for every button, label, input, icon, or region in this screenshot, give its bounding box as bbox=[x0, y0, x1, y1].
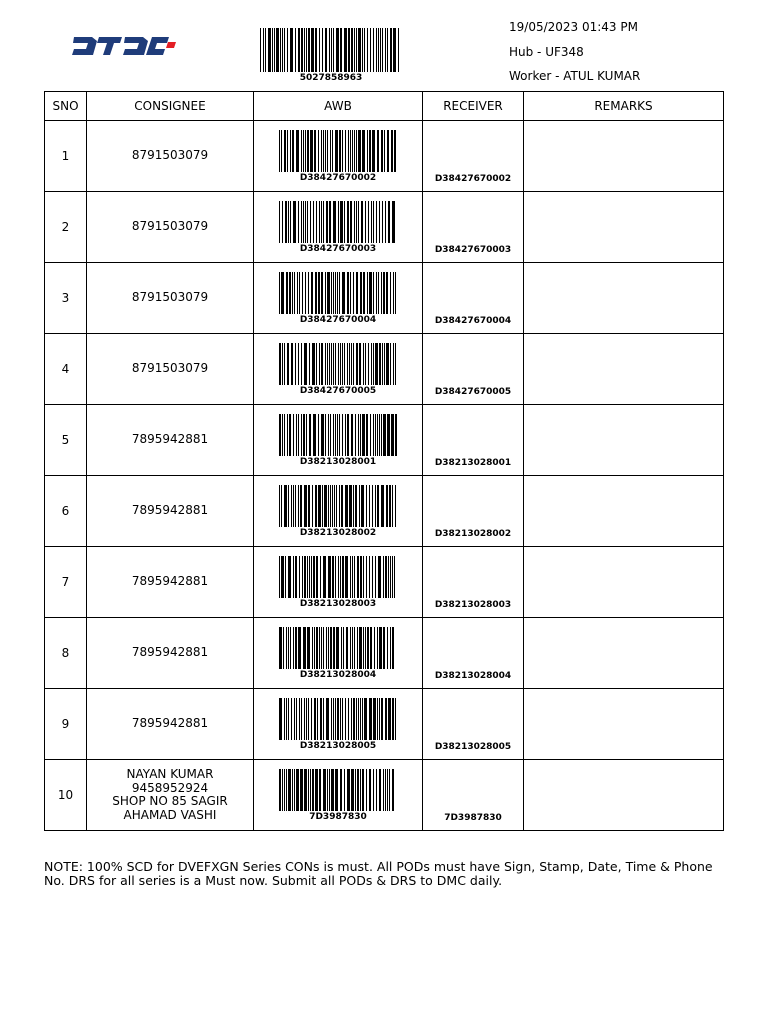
remarks-cell[interactable] bbox=[524, 405, 724, 476]
awb-number: D38213028002 bbox=[299, 527, 377, 538]
receiver-cell bbox=[423, 263, 524, 334]
remarks-cell[interactable] bbox=[524, 689, 724, 760]
receiver-cell bbox=[423, 334, 524, 405]
awb-number: D38427670005 bbox=[299, 385, 377, 396]
sno-cell: 7 bbox=[45, 547, 87, 618]
document-barcode-icon bbox=[260, 28, 402, 72]
consignee-line: 8791503079 bbox=[131, 219, 209, 234]
awb-number: D38213028005 bbox=[299, 740, 377, 751]
consignee-line: 9458952924 bbox=[131, 780, 209, 795]
awb-cell bbox=[254, 405, 423, 476]
awb-cell bbox=[254, 689, 423, 760]
awb-barcode-icon bbox=[279, 414, 397, 456]
consignee-cell bbox=[87, 334, 254, 405]
consignee-line: 8791503079 bbox=[131, 290, 209, 305]
remarks-cell[interactable] bbox=[524, 192, 724, 263]
table-row bbox=[45, 405, 724, 476]
consignee-cell bbox=[87, 547, 254, 618]
consignee-line: 7895942881 bbox=[131, 645, 209, 660]
receiver-cell bbox=[423, 476, 524, 547]
column-header-receiver: RECEIVER bbox=[423, 92, 524, 121]
table-header-row bbox=[45, 92, 724, 121]
receiver-code: 7D3987830 bbox=[444, 813, 502, 823]
awb-barcode-icon bbox=[279, 485, 397, 527]
remarks-cell[interactable] bbox=[524, 476, 724, 547]
sno-cell: 5 bbox=[45, 405, 87, 476]
consignee-line: 7895942881 bbox=[131, 716, 209, 731]
consignee-line: SHOP NO 85 SAGIR bbox=[112, 794, 228, 808]
awb-barcode-icon bbox=[279, 556, 397, 598]
awb-barcode-icon bbox=[279, 343, 397, 385]
receiver-code: D38213028001 bbox=[434, 458, 512, 468]
remarks-cell[interactable] bbox=[524, 547, 724, 618]
awb-number: 7D3987830 bbox=[309, 811, 367, 822]
consignee-cell bbox=[87, 689, 254, 760]
sno-cell: 4 bbox=[45, 334, 87, 405]
table-row bbox=[45, 689, 724, 760]
column-header-consignee: CONSIGNEE bbox=[87, 92, 254, 121]
awb-cell bbox=[254, 121, 423, 192]
consignee-line: AHAMAD VASHI bbox=[123, 807, 217, 822]
table-row bbox=[45, 618, 724, 689]
consignee-cell bbox=[87, 192, 254, 263]
consignee-cell bbox=[87, 476, 254, 547]
awb-barcode-icon bbox=[279, 130, 397, 172]
sno-cell: 10 bbox=[45, 760, 87, 831]
awb-number: D38427670003 bbox=[299, 243, 377, 254]
awb-number: D38213028004 bbox=[299, 669, 377, 680]
column-header-sno: SNO bbox=[45, 92, 87, 121]
receiver-cell bbox=[423, 121, 524, 192]
remarks-cell[interactable] bbox=[524, 263, 724, 334]
awb-cell bbox=[254, 760, 423, 831]
receiver-cell bbox=[423, 192, 524, 263]
consignee-line: 7895942881 bbox=[131, 432, 209, 447]
awb-cell bbox=[254, 192, 423, 263]
table-row bbox=[45, 476, 724, 547]
receiver-cell bbox=[423, 405, 524, 476]
receiver-code: D38213028004 bbox=[434, 671, 512, 681]
awb-barcode-icon bbox=[279, 698, 397, 740]
document-barcode-number: 5027858963 bbox=[299, 73, 363, 83]
remarks-cell[interactable] bbox=[524, 760, 724, 831]
consignee-line: 8791503079 bbox=[131, 148, 209, 163]
awb-number: D38213028001 bbox=[299, 456, 377, 467]
receiver-code: D38427670003 bbox=[434, 245, 512, 255]
awb-number: D38213028003 bbox=[299, 598, 377, 609]
receiver-cell bbox=[423, 689, 524, 760]
receiver-code: D38213028003 bbox=[434, 600, 512, 610]
remarks-cell[interactable] bbox=[524, 618, 724, 689]
awb-number: D38427670004 bbox=[299, 314, 377, 325]
delivery-note: NOTE: 100% SCD for DVEFXGN Series CONs is must. All PODs must have Sign, Stamp, Date, Time & Phone No. DRS for all series is a Must now. Submit all PODs & DRS to DMC daily. bbox=[44, 859, 713, 888]
table-row bbox=[45, 192, 724, 263]
remarks-cell[interactable] bbox=[524, 121, 724, 192]
dtdc-logo-icon bbox=[70, 34, 176, 58]
receiver-cell bbox=[423, 618, 524, 689]
receiver-code: D38427670004 bbox=[434, 316, 512, 326]
sno-cell: 9 bbox=[45, 689, 87, 760]
consignee-cell bbox=[87, 263, 254, 334]
consignee-line: 7895942881 bbox=[131, 574, 209, 589]
sno-cell: 1 bbox=[45, 121, 87, 192]
awb-barcode-icon bbox=[279, 201, 397, 243]
awb-cell bbox=[254, 547, 423, 618]
awb-barcode-icon bbox=[279, 272, 397, 314]
sno-cell: 8 bbox=[45, 618, 87, 689]
report-datetime: 19/05/2023 01:43 PM bbox=[509, 20, 638, 34]
consignee-line: 8791503079 bbox=[131, 361, 209, 376]
awb-barcode-icon bbox=[279, 627, 397, 669]
remarks-cell[interactable] bbox=[524, 334, 724, 405]
consignee-line: 7895942881 bbox=[131, 503, 209, 518]
consignee-cell bbox=[87, 760, 254, 831]
receiver-code: D38427670005 bbox=[434, 387, 512, 397]
awb-cell bbox=[254, 618, 423, 689]
awb-number: D38427670002 bbox=[299, 172, 377, 183]
sno-cell: 3 bbox=[45, 263, 87, 334]
table-row bbox=[45, 547, 724, 618]
sno-cell: 2 bbox=[45, 192, 87, 263]
column-header-remarks: REMARKS bbox=[524, 92, 724, 121]
delivery-run-sheet-table bbox=[44, 91, 724, 831]
sno-cell: 6 bbox=[45, 476, 87, 547]
table-row bbox=[45, 263, 724, 334]
column-header-awb: AWB bbox=[254, 92, 423, 121]
receiver-cell bbox=[423, 760, 524, 831]
consignee-cell bbox=[87, 121, 254, 192]
consignee-cell bbox=[87, 618, 254, 689]
receiver-cell bbox=[423, 547, 524, 618]
awb-cell bbox=[254, 334, 423, 405]
worker-label: Worker - ATUL KUMAR bbox=[509, 69, 641, 83]
consignee-cell bbox=[87, 405, 254, 476]
awb-cell bbox=[254, 263, 423, 334]
receiver-code: D38213028005 bbox=[434, 742, 512, 752]
consignee-line: NAYAN KUMAR bbox=[126, 767, 214, 781]
awb-barcode-icon bbox=[279, 769, 397, 811]
awb-cell bbox=[254, 476, 423, 547]
hub-label: Hub - UF348 bbox=[509, 45, 584, 59]
table-row bbox=[45, 760, 724, 831]
receiver-code: D38213028002 bbox=[434, 529, 512, 539]
receiver-code: D38427670002 bbox=[434, 174, 512, 184]
table-row bbox=[45, 121, 724, 192]
table-row bbox=[45, 334, 724, 405]
